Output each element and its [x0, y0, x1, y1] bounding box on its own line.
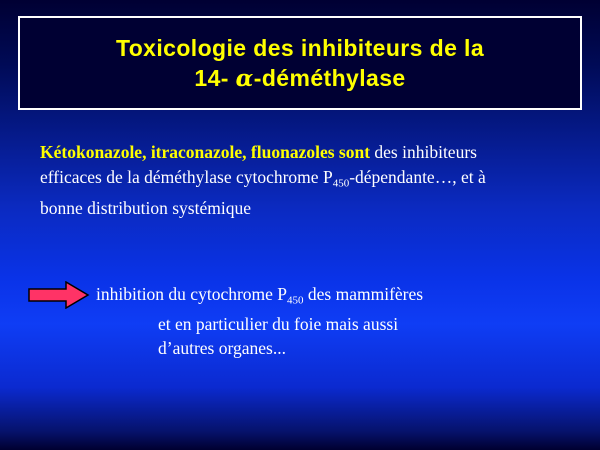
- title-line-1: Toxicologie des inhibiteurs de la: [115, 34, 485, 61]
- paragraph1-highlight: Kétokonazole, itraconazole, fluonazoles sont: [40, 142, 371, 162]
- paragraph2-line1-subscript: 450: [287, 294, 304, 307]
- paragraph-inhibition: [96, 282, 566, 360]
- paragraph1-line2-a: efficaces de la déméthylase cytochrome P: [40, 167, 333, 187]
- title-box: [18, 16, 582, 110]
- paragraph2-line2: et en particulier du foie mais aussi: [158, 314, 399, 335]
- title-line-2-prefix: 14-: [194, 64, 236, 91]
- paragraph2-line1-a: inhibition du cytochrome P: [96, 284, 288, 304]
- title-line-2-suffix: -déméthylase: [253, 64, 406, 91]
- paragraph1-line3: bonne distribution systémique: [40, 198, 251, 219]
- alpha-symbol: α: [235, 64, 254, 92]
- paragraph1-line2-b: -dépendante…, et à: [349, 167, 486, 187]
- right-arrow-svg: [28, 281, 90, 309]
- paragraph-inhibitors: [40, 140, 570, 221]
- paragraph2-line3: d’autres organes...: [158, 338, 286, 359]
- paragraph2-line1-b: des mammifères: [303, 284, 424, 304]
- right-arrow-icon: [28, 281, 90, 309]
- title-line-2: [194, 63, 405, 94]
- paragraph1-line2-subscript: 450: [332, 177, 350, 190]
- paragraph1-rest: des inhibiteurs: [370, 142, 477, 162]
